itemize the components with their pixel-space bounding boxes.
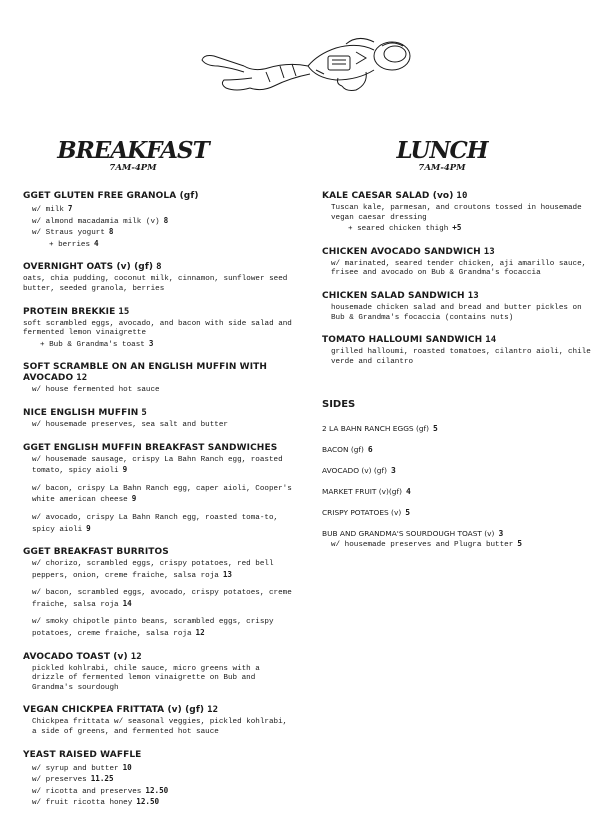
option-price: 9 xyxy=(86,523,91,533)
side-item: BACON (gf) 6 xyxy=(322,445,373,455)
menu-item-breakfast-burritos xyxy=(23,547,293,640)
lunch-column xyxy=(322,138,592,563)
menu-item-overnight-oats xyxy=(23,262,293,294)
menu-item-chicken-salad-sandwich xyxy=(322,291,592,323)
option-line: w/ syrup and butter 10 xyxy=(32,762,132,773)
breakfast-hours: 7AM-4PM xyxy=(109,163,157,173)
menu-item-kale-caesar xyxy=(322,191,592,235)
side-item-toast: BUB AND GRANDMA'S SOURDOUGH TOAST (v) 3 w/ housemade preserves and Plugra butter 5 xyxy=(322,529,523,550)
option-line: w/ preserves 11.25 xyxy=(32,774,114,785)
astronaut-illustration xyxy=(196,26,418,106)
item-name: NICE ENGLISH MUFFIN xyxy=(23,407,139,418)
option-line: w/ bacon, crispy La Bahn Ranch egg, caper aioli, Cooper's white american cheese 9 xyxy=(32,484,292,505)
side-price: 5 xyxy=(405,508,411,518)
option-line: w/ bacon, scrambled eggs, avocado, crispy potatoes, creme fraiche, salsa roja 14 xyxy=(32,589,292,609)
item-price: 15 xyxy=(118,306,130,317)
item-price: 13 xyxy=(467,290,479,301)
side-price: 4 xyxy=(406,487,411,497)
addon-line: + berries 4 xyxy=(49,238,99,249)
side-item: AVOCADO (v) (gf) 3 xyxy=(322,466,396,476)
menu-item-granola xyxy=(23,191,293,250)
item-price: 14 xyxy=(485,335,497,346)
option-line: w/ chorizo, scrambled eggs, crispy potatoes, red bell peppers, onion, creme fraiche, salsa roja 13 xyxy=(32,560,274,580)
option-price: 12 xyxy=(195,628,205,638)
option-line: w/ almond macadamia milk (v) 8 xyxy=(32,215,169,226)
addon-price: 3 xyxy=(148,338,154,348)
item-description: grilled halloumi, roasted tomatoes, cilantro aioli, chile verde and cilantro xyxy=(331,348,591,366)
addon-price: +5 xyxy=(452,223,462,233)
item-price: 12 xyxy=(76,373,88,384)
option-price: 12.50 xyxy=(145,785,169,795)
item-price: 13 xyxy=(483,246,495,257)
addon-price: 4 xyxy=(94,238,99,248)
item-name: CHICKEN SALAD SANDWICH xyxy=(322,290,465,301)
item-description: housemade chicken salad and bread and butter pickles on Bub & Grandma's focaccia (contains nuts) xyxy=(331,303,582,322)
side-price: 3 xyxy=(498,529,504,539)
side-price: 5 xyxy=(433,424,438,434)
lunch-hours: 7AM-4PM xyxy=(418,163,466,173)
item-description: pickled kohlrabi, chile sauce, micro greens with a drizzle of fermented lemon vinaigrette on Bub and Grandma's sourdough xyxy=(32,664,260,692)
item-description: w/ marinated, seared tender chicken, aji amarillo sauce, frisee and avocado on Bub & Grandma's focaccia xyxy=(331,259,587,278)
item-price: 5 xyxy=(141,407,147,418)
menu-item-breakfast-sandwiches xyxy=(23,443,293,536)
option-line: w/ housemade sausage, crispy La Bahn Ranch egg, roasted tomato, spicy aioli 9 xyxy=(32,455,283,476)
item-description: w/ housemade preserves, sea salt and butter xyxy=(32,420,228,429)
item-name: TOMATO HALLOUMI SANDWICH xyxy=(322,335,483,346)
item-name: PROTEIN BREKKIE xyxy=(23,306,116,317)
option-line: w/ fruit ricotta honey 12.50 xyxy=(32,797,160,808)
item-price: 12 xyxy=(130,651,142,662)
item-name: KALE CAESAR SALAD (vo) xyxy=(322,191,454,201)
item-name: GGET ENGLISH MUFFIN BREAKFAST SANDWICHES xyxy=(23,442,278,453)
item-name: OVERNIGHT OATS (v) (gf) xyxy=(23,262,154,273)
item-description: w/ house fermented hot sauce xyxy=(32,386,160,395)
option-price: 12.50 xyxy=(136,797,160,807)
lunch-header xyxy=(322,138,562,173)
menu-item-avocado-toast xyxy=(23,652,293,694)
item-name: VEGAN CHICKPEA FRITTATA (v) (gf) xyxy=(23,705,205,716)
menu-item-english-muffin xyxy=(23,408,293,431)
option-line: w/ Straus yogurt 8 xyxy=(32,227,114,238)
side-description: w/ housemade preserves and Plugra butter xyxy=(331,541,514,550)
item-tag: (gf) xyxy=(179,191,199,201)
menu-item-waffle xyxy=(23,750,293,809)
option-price: 7 xyxy=(67,204,73,213)
lunch-title: LUNCH xyxy=(396,137,488,164)
option-line: w/ milk 7 xyxy=(32,204,73,214)
option-line: w/ avocado, crispy La Bahn Ranch egg, roasted toma-to, spicy aioli 9 xyxy=(32,513,279,534)
side-price: 6 xyxy=(367,445,373,455)
option-price: 8 xyxy=(163,215,169,225)
item-name: GGET GLUTEN FREE GRANOLA xyxy=(23,191,177,201)
breakfast-title: BREAKFAST xyxy=(57,137,209,164)
item-name: YEAST RAISED WAFFLE xyxy=(23,749,142,760)
item-name: SOFT SCRAMBLE ON AN ENGLISH MUFFIN WITH AVOCADO xyxy=(23,362,268,384)
side-item: MARKET FRUIT (v)(gf) 4 xyxy=(322,487,411,497)
side-item: 2 LA BAHN RANCH EGGS (gf) 5 xyxy=(322,424,438,434)
option-line: w/ ricotta and preserves 12.50 xyxy=(32,785,169,796)
option-price: 8 xyxy=(108,227,114,237)
item-description: oats, chia pudding, coconut milk, cinnamon, sunflower seed butter, seeded granola, berries xyxy=(23,275,288,293)
item-description: soft scrambled eggs, avocado, and bacon with side salad and fermented lemon vinaigrette xyxy=(23,319,292,338)
sides-heading: SIDES xyxy=(322,399,356,411)
side-addon-price: 5 xyxy=(517,539,523,549)
menu-item-soft-scramble xyxy=(23,362,293,396)
item-description: Chickpea frittata w/ seasonal veggies, pickled kohlrabi, a side of greens, and fermented hot sauce xyxy=(32,718,288,737)
item-name: GGET BREAKFAST BURRITOS xyxy=(23,547,169,558)
option-price: 11.25 xyxy=(90,774,114,784)
addon-line: + Bub & Grandma's toast 3 xyxy=(40,338,154,349)
item-name: CHICKEN AVOCADO SANDWICH xyxy=(322,246,481,257)
addon-line: + seared chicken thigh +5 xyxy=(348,223,462,234)
side-item: CRISPY POTATOES (v) 5 xyxy=(322,508,411,518)
option-price: 9 xyxy=(131,494,137,504)
item-price: 10 xyxy=(456,191,468,201)
menu-item-chicken-avocado-sandwich xyxy=(322,247,592,279)
option-price: 13 xyxy=(222,569,232,579)
item-description: Tuscan kale, parmesan, and croutons tossed in housemade vegan caesar dressing xyxy=(331,204,582,222)
option-line: w/ smoky chipotle pinto beans, scrambled eggs, crispy potatoes, creme fraiche, salsa roja 12 xyxy=(32,618,274,639)
item-price: 12 xyxy=(207,705,219,716)
breakfast-column xyxy=(23,138,293,821)
item-name: AVOCADO TOAST (v) xyxy=(23,651,128,662)
menu-item-protein-brekkie xyxy=(23,307,293,351)
item-price: 8 xyxy=(156,262,162,273)
option-price: 14 xyxy=(122,598,132,608)
menu-item-tomato-halloumi-sandwich xyxy=(322,335,592,367)
side-price: 3 xyxy=(390,466,396,476)
option-price: 10 xyxy=(122,762,132,772)
breakfast-header xyxy=(23,138,243,173)
menu-item-chickpea-frittata xyxy=(23,705,293,737)
option-price: 9 xyxy=(122,465,128,475)
